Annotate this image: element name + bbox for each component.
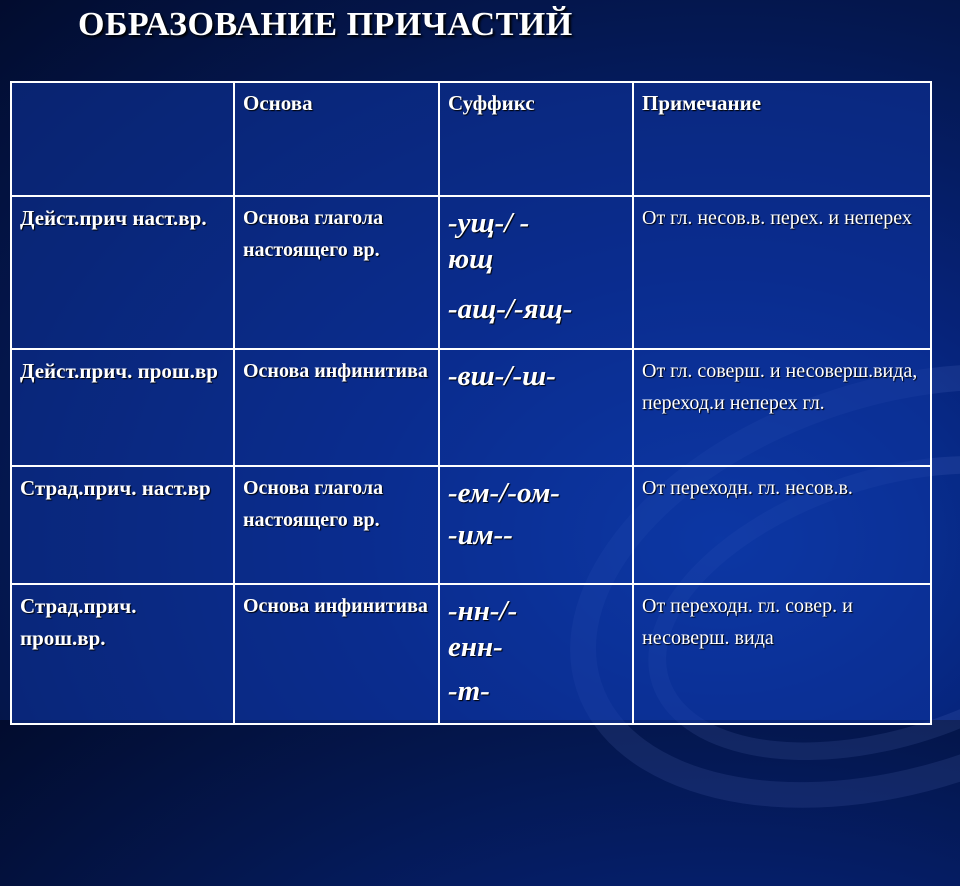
header-cell-empty <box>11 82 234 196</box>
header-row <box>11 82 931 196</box>
suffix-line: -вш-/-ш- <box>448 360 556 392</box>
suffix-line: -ащ-/-ящ- <box>448 293 573 325</box>
suffix-cell <box>439 584 633 724</box>
header-cell-note: Примечание <box>633 82 931 196</box>
note-cell: От гл. несов.в. перех. и неперех <box>633 196 931 349</box>
base-cell: Основа глагола настоящего вр. <box>234 196 439 349</box>
base-cell: Основа инфинитива <box>234 349 439 466</box>
suffix-line: -ем-/-ом- <box>448 477 560 509</box>
page-title: ОБРАЗОВАНИЕ ПРИЧАСТИЙ <box>78 6 573 43</box>
table-row <box>11 349 931 466</box>
suffix-line: -ущ-/ - <box>448 207 530 239</box>
suffix-cell <box>439 349 633 466</box>
note-cell: От переходн. гл. несов.в. <box>633 466 931 584</box>
suffix-line: -им-- <box>448 519 513 551</box>
suffix-line: -нн-/- <box>448 595 518 627</box>
row-label: Страд.прич. прош.вр. <box>11 584 234 724</box>
base-cell: Основа глагола настоящего вр. <box>234 466 439 584</box>
note-cell: От гл. соверш. и несоверш.вида, переход.и неперех гл. <box>633 349 931 466</box>
note-cell: От переходн. гл. совер. и несоверш. вида <box>633 584 931 724</box>
suffix-line: -т- <box>448 675 490 707</box>
row-label: Страд.прич. наст.вр <box>11 466 234 584</box>
suffix-line: ющ <box>448 243 494 275</box>
row-label: Дейст.прич наст.вр. <box>11 196 234 349</box>
row-label: Дейст.прич. прош.вр <box>11 349 234 466</box>
suffix-cell <box>439 196 633 349</box>
table-row <box>11 196 931 349</box>
base-cell: Основа инфинитива <box>234 584 439 724</box>
header-cell-base: Основа <box>234 82 439 196</box>
participles-table <box>10 81 932 725</box>
table-row <box>11 466 931 584</box>
suffix-cell <box>439 466 633 584</box>
header-cell-suffix: Суффикс <box>439 82 633 196</box>
table-row <box>11 584 931 724</box>
suffix-line: енн- <box>448 631 503 663</box>
